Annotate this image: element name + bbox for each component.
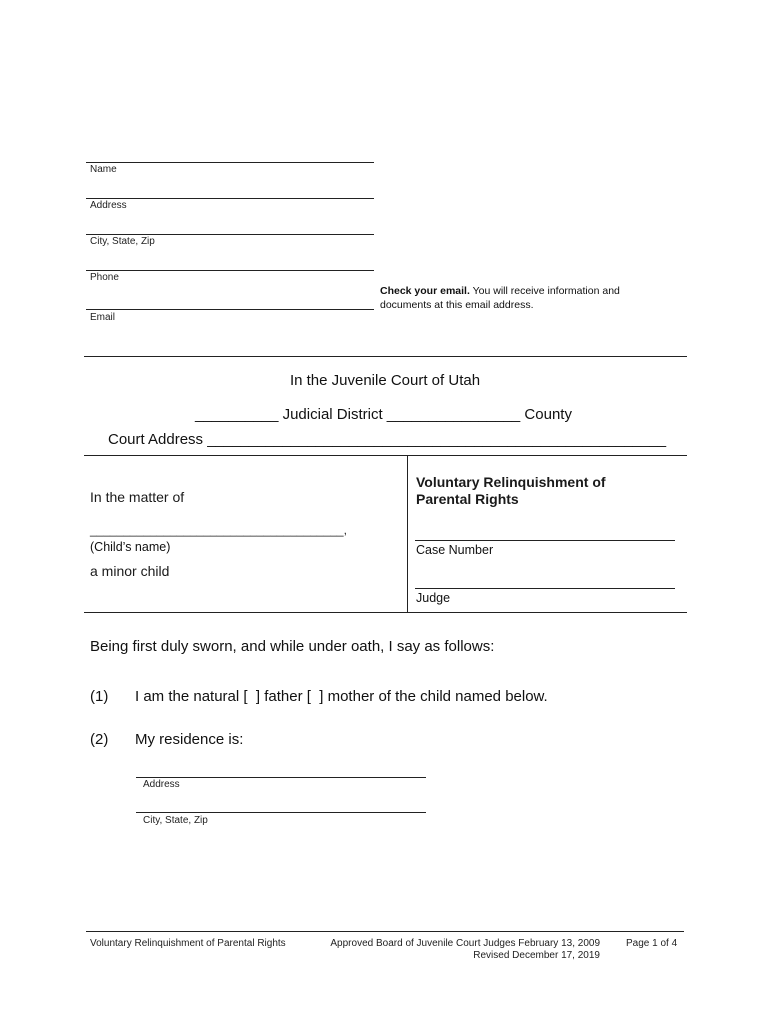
- court-title: In the Juvenile Court of Utah: [289, 372, 481, 389]
- document-title: [416, 474, 606, 508]
- name-label: Name: [90, 164, 117, 175]
- judge-label: Judge: [416, 591, 451, 605]
- email-note-rest: You will receive information and: [469, 285, 620, 297]
- item1-number: (1): [90, 688, 109, 705]
- matter-of: In the matter of: [90, 489, 185, 505]
- phone-line: [86, 270, 374, 271]
- district-line: __________ Judicial District ________________ County: [195, 406, 572, 423]
- footer-approved: Approved Board of Juvenile Court Judges February 13, 2009: [330, 938, 600, 949]
- email-note-line2: documents at this email address.: [380, 299, 534, 311]
- caption-bottom-rule: [84, 612, 687, 613]
- caption-divider: [407, 456, 408, 612]
- footer-center: [300, 938, 600, 962]
- doc-title-line1: Voluntary Relinquishment of: [416, 474, 606, 490]
- address-label: Address: [90, 200, 127, 211]
- item2-number: (2): [90, 731, 109, 748]
- email-note-bold: Check your email.: [380, 285, 470, 297]
- city-label: City, State, Zip: [90, 236, 155, 247]
- residence-city-label: City, State, Zip: [143, 815, 208, 826]
- court-top-rule: [84, 356, 687, 357]
- sworn-intro: Being first duly sworn, and while under oath, I say as follows:: [90, 638, 495, 655]
- name-line: [86, 162, 374, 163]
- city-line: [86, 234, 374, 235]
- judge-line: [415, 588, 675, 589]
- email-label: Email: [90, 312, 116, 323]
- item1-text: I am the natural [ ] father [ ] mother of the child named below.: [135, 688, 548, 705]
- case-number-label: Case Number: [416, 543, 494, 557]
- residence-address-line: [136, 777, 426, 778]
- court-address-line: Court Address _______________________________________________________: [108, 431, 667, 448]
- child-name-label: (Child’s name): [90, 540, 171, 554]
- footer-revised: Revised December 17, 2019: [473, 950, 600, 961]
- residence-address-label: Address: [143, 779, 180, 790]
- email-note: [380, 284, 620, 312]
- email-line: [86, 309, 374, 310]
- footer-rule: [86, 931, 684, 932]
- address-line: [86, 198, 374, 199]
- page-number: Page 1 of 4: [626, 938, 678, 949]
- phone-label: Phone: [90, 272, 119, 283]
- residence-city-line: [136, 812, 426, 813]
- minor-child: a minor child: [90, 563, 170, 579]
- doc-title-line2: Parental Rights: [416, 491, 519, 507]
- child-name-blank: ______________________________________,: [90, 523, 347, 537]
- caption-top-rule: [84, 455, 687, 456]
- footer-left: Voluntary Relinquishment of Parental Rights: [90, 938, 286, 949]
- case-number-line: [415, 540, 675, 541]
- item2-text: My residence is:: [135, 731, 244, 748]
